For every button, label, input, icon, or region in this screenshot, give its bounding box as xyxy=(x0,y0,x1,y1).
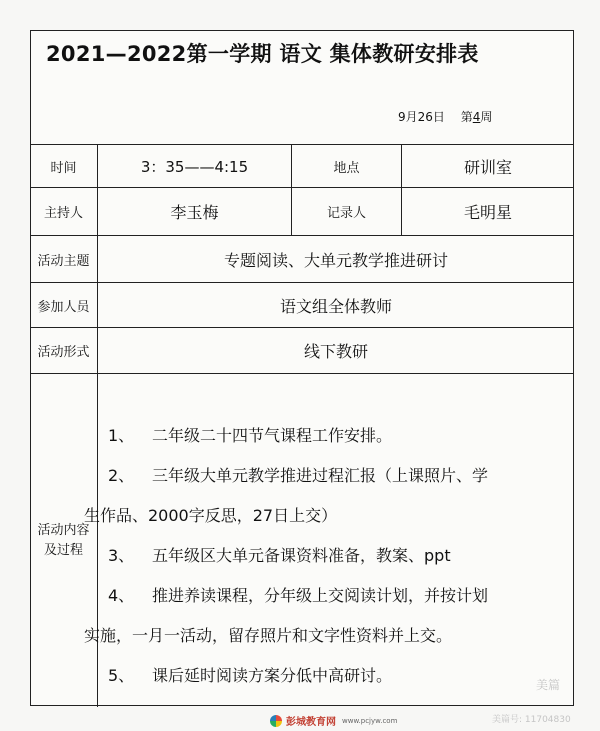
site-stamp xyxy=(270,713,397,728)
time-label: 时间 xyxy=(30,145,98,187)
item-text: 三年级大单元教学推进过程汇报（上课照片、学 xyxy=(152,466,489,485)
page-title: 2021—2022第一学期 语文 集体教研安排表 xyxy=(46,42,479,66)
table-row xyxy=(30,328,574,374)
item-number: 4、 xyxy=(108,586,135,605)
theme-value: 专题阅读、大单元教学推进研讨 xyxy=(223,250,448,270)
theme-label: 活动主题 xyxy=(30,236,98,282)
item-text: 五年级区大单元备课资料准备，教案、ppt xyxy=(152,546,451,565)
item-number: 2、 xyxy=(108,466,135,485)
recorder-value: 毛明星 xyxy=(463,203,512,222)
content-item xyxy=(108,456,568,496)
site-logo-icon xyxy=(270,715,282,727)
stamp-url: www.pcjyw.com xyxy=(342,716,398,725)
content-item xyxy=(84,496,568,536)
item-text: 课后延时阅读方案分低中高研讨。 xyxy=(152,666,393,685)
form-label: 活动形式 xyxy=(30,328,98,373)
table-row xyxy=(30,236,574,283)
content-item xyxy=(84,616,568,656)
content-label-line1: 活动内容 xyxy=(37,522,90,538)
table-row xyxy=(30,145,574,188)
watermark: 美篇 xyxy=(536,678,561,692)
place-value: 研训室 xyxy=(463,157,512,177)
content-list xyxy=(84,416,568,696)
time-value: 3：35——4:15 xyxy=(98,145,292,187)
table-row xyxy=(30,283,574,328)
item-text: 推进养读课程，分年级上交阅读计划，并按计划 xyxy=(152,586,489,605)
stamp-text: 彭城教育网 xyxy=(286,717,336,728)
schedule-table xyxy=(30,144,574,706)
host-label: 主持人 xyxy=(30,188,98,235)
week-text: 第4周 xyxy=(460,110,493,124)
place-label: 地点 xyxy=(292,145,402,187)
content-item xyxy=(108,416,568,456)
content-item xyxy=(108,656,568,696)
content-item xyxy=(108,536,568,576)
date-week-line xyxy=(398,108,492,125)
item-number: 3、 xyxy=(108,546,135,565)
content-label xyxy=(30,374,98,707)
item-text: 二年级二十四节气课程工作安排。 xyxy=(152,426,393,445)
item-text: 实施，一月一活动，留存照片和文字性资料并上交。 xyxy=(84,626,453,645)
table-row xyxy=(30,188,574,236)
participants-value: 语文组全体教师 xyxy=(279,296,392,316)
item-number: 1、 xyxy=(108,426,135,445)
table-row xyxy=(30,374,574,707)
content-item xyxy=(108,576,568,616)
participants-label: 参加人员 xyxy=(30,283,98,327)
recorder-label: 记录人 xyxy=(292,188,402,235)
date-text: 9月26日 xyxy=(398,110,445,124)
item-number: 5、 xyxy=(108,666,135,685)
host-value: 李玉梅 xyxy=(98,188,292,235)
watermark-id: 美篇号: 11704830 xyxy=(492,715,571,725)
item-text: 生作品、2000字反思，27日上交） xyxy=(84,506,338,525)
content-label-line2: 及过程 xyxy=(43,542,83,558)
form-value: 线下教研 xyxy=(303,342,368,361)
